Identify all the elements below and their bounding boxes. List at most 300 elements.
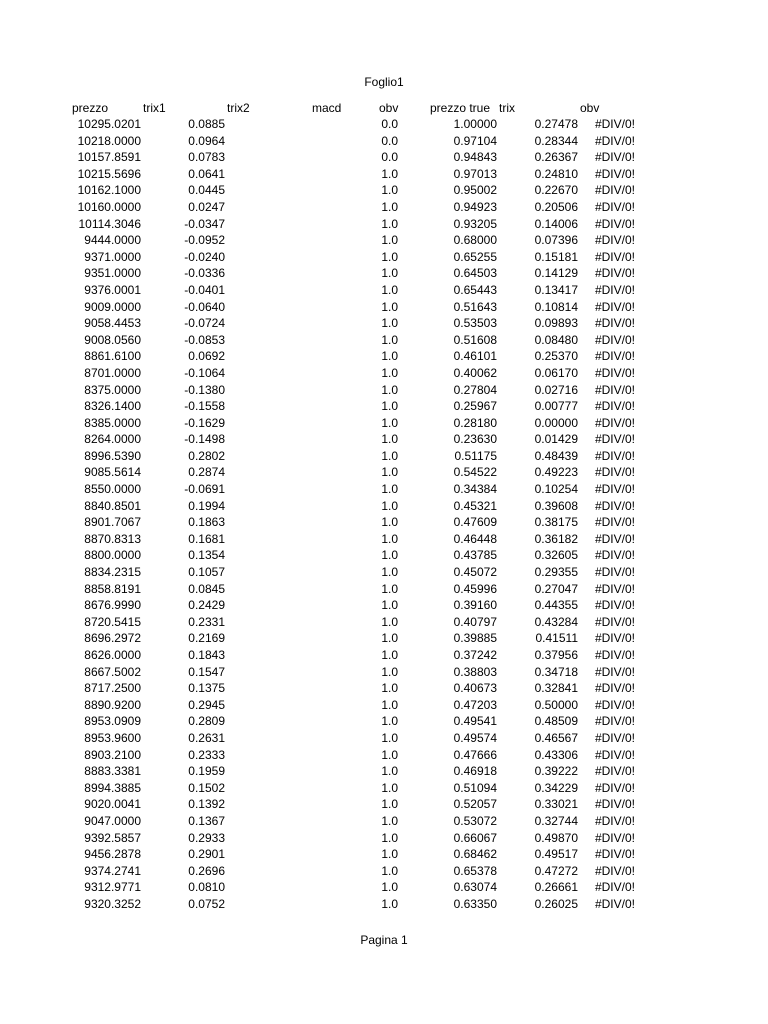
cell-prezzo-true: 0.68462	[453, 847, 497, 862]
cell-prezzo: 9047.0000	[84, 813, 141, 828]
table-row	[0, 564, 768, 581]
cell-obv-2: #DIV/0!	[594, 797, 635, 812]
table-row	[0, 365, 768, 382]
cell-obv: 1.0	[381, 282, 398, 297]
cell-obv: 1.0	[381, 365, 398, 380]
cell-trix1: 0.1057	[188, 565, 225, 580]
cell-trix: 0.02716	[534, 382, 578, 397]
cell-prezzo-true: 0.39160	[453, 598, 497, 613]
cell-trix: 0.39608	[534, 498, 578, 513]
table-row	[0, 614, 768, 631]
table-row	[0, 448, 768, 465]
table-row	[0, 166, 768, 183]
cell-trix: 0.38175	[534, 515, 578, 530]
cell-prezzo-true: 0.28180	[453, 415, 497, 430]
cell-prezzo: 8676.9990	[84, 598, 141, 613]
cell-trix: 0.50000	[534, 697, 578, 712]
cell-prezzo: 8717.2500	[84, 681, 141, 696]
cell-obv: 0.0	[381, 117, 398, 131]
table-row	[0, 216, 768, 233]
cell-obv: 1.0	[381, 896, 398, 911]
cell-obv: 1.0	[381, 183, 398, 198]
cell-prezzo: 9009.0000	[84, 299, 141, 314]
cell-trix: 0.10254	[534, 482, 578, 497]
cell-obv: 1.0	[381, 664, 398, 679]
cell-trix1: -0.0347	[184, 216, 225, 231]
cell-prezzo: 10160.0000	[77, 199, 141, 214]
cell-prezzo-true: 0.65378	[453, 863, 497, 878]
cell-trix: 0.43306	[534, 747, 578, 762]
cell-obv-2: #DIV/0!	[594, 780, 635, 795]
cell-prezzo-true: 0.53503	[453, 316, 497, 331]
cell-trix: 0.37956	[534, 648, 578, 662]
cell-trix1: -0.1629	[184, 415, 225, 430]
header-trix: trix	[499, 101, 515, 115]
cell-prezzo-true: 0.39885	[453, 631, 497, 646]
table-row	[0, 332, 768, 349]
cell-obv: 1.0	[381, 747, 398, 762]
cell-prezzo-true: 0.40797	[453, 614, 497, 629]
cell-obv: 1.0	[381, 830, 398, 845]
table-row	[0, 182, 768, 199]
header-trix2: trix2	[227, 101, 250, 115]
cell-trix1: -0.0640	[184, 299, 225, 314]
cell-obv: 1.0	[381, 764, 398, 779]
cell-obv-2: #DIV/0!	[594, 681, 635, 696]
cell-obv: 1.0	[381, 648, 398, 662]
cell-prezzo-true: 0.45072	[453, 565, 497, 580]
cell-prezzo-true: 0.43785	[453, 548, 497, 563]
cell-trix1: -0.1558	[184, 399, 225, 414]
cell-trix1: 0.0810	[188, 880, 225, 895]
cell-prezzo-true: 0.45996	[453, 581, 497, 596]
cell-prezzo-true: 0.63350	[453, 896, 497, 911]
cell-obv-2: #DIV/0!	[594, 150, 635, 165]
cell-trix1: 0.2631	[188, 730, 225, 745]
cell-obv: 1.0	[381, 631, 398, 646]
cell-trix: 0.26367	[534, 150, 578, 165]
cell-prezzo: 8375.0000	[84, 382, 141, 397]
cell-obv-2: #DIV/0!	[594, 664, 635, 679]
cell-prezzo: 10157.8591	[77, 150, 141, 165]
cell-prezzo: 8901.7067	[84, 515, 141, 530]
cell-prezzo: 9020.0041	[84, 797, 141, 812]
cell-prezzo: 8996.5390	[84, 448, 141, 463]
cell-prezzo: 10162.1000	[77, 183, 141, 198]
cell-trix: 0.26661	[534, 880, 578, 895]
cell-prezzo: 9320.3252	[84, 896, 141, 911]
cell-prezzo: 8385.0000	[84, 415, 141, 430]
cell-trix1: 0.2333	[188, 747, 225, 762]
table-row	[0, 863, 768, 880]
table-row	[0, 249, 768, 266]
cell-obv: 1.0	[381, 399, 398, 414]
header-prezzo-true: prezzo true	[430, 101, 491, 115]
cell-obv-2: #DIV/0!	[594, 714, 635, 729]
cell-obv-2: #DIV/0!	[594, 631, 635, 646]
cell-trix: 0.49870	[534, 830, 578, 845]
cell-prezzo: 8883.3381	[84, 764, 141, 779]
table-row	[0, 415, 768, 432]
table-row	[0, 664, 768, 681]
cell-obv-2: #DIV/0!	[594, 531, 635, 546]
cell-trix: 0.34229	[534, 780, 578, 795]
cell-obv: 1.0	[381, 863, 398, 878]
cell-trix1: -0.1064	[184, 365, 225, 380]
table-row	[0, 547, 768, 564]
cell-trix: 0.00777	[534, 399, 578, 414]
cell-trix1: 0.0247	[188, 199, 225, 214]
table-row	[0, 315, 768, 332]
cell-trix1: -0.1498	[184, 432, 225, 447]
cell-prezzo-true: 0.47609	[453, 515, 497, 530]
cell-obv-2: #DIV/0!	[594, 498, 635, 513]
cell-prezzo: 8953.9600	[84, 730, 141, 745]
cell-obv-2: #DIV/0!	[594, 648, 635, 662]
cell-trix: 0.48439	[534, 448, 578, 463]
table-row	[0, 680, 768, 697]
cell-obv: 1.0	[381, 681, 398, 696]
cell-trix: 0.34718	[534, 664, 578, 679]
cell-trix1: -0.1380	[184, 382, 225, 397]
cell-trix1: 0.0783	[188, 150, 225, 165]
cell-trix1: 0.2874	[188, 465, 225, 480]
table-row	[0, 747, 768, 764]
cell-trix1: 0.0845	[188, 581, 225, 596]
cell-trix1: -0.0691	[184, 482, 225, 497]
cell-prezzo: 8858.8191	[84, 581, 141, 596]
cell-trix1: -0.0952	[184, 233, 225, 248]
table-row	[0, 382, 768, 399]
cell-obv-2: #DIV/0!	[594, 465, 635, 480]
cell-obv-2: #DIV/0!	[594, 747, 635, 762]
cell-prezzo-true: 0.40673	[453, 681, 497, 696]
cell-obv-2: #DIV/0!	[594, 166, 635, 181]
cell-obv: 1.0	[381, 598, 398, 613]
cell-trix1: 0.2331	[188, 614, 225, 629]
cell-prezzo-true: 1.00000	[453, 117, 497, 131]
cell-obv: 1.0	[381, 565, 398, 580]
cell-trix1: 0.1502	[188, 780, 225, 795]
cell-prezzo-true: 0.45321	[453, 498, 497, 513]
cell-prezzo: 8994.3885	[84, 780, 141, 795]
cell-trix: 0.25370	[534, 349, 578, 364]
header-row	[0, 100, 768, 116]
cell-trix: 0.08480	[534, 332, 578, 347]
cell-obv-2: #DIV/0!	[594, 764, 635, 779]
cell-obv: 1.0	[381, 432, 398, 447]
cell-obv-2: #DIV/0!	[594, 515, 635, 530]
cell-trix1: -0.0401	[184, 282, 225, 297]
cell-prezzo: 8861.6100	[84, 349, 141, 364]
cell-prezzo-true: 0.37242	[453, 648, 497, 662]
cell-prezzo-true: 0.51094	[453, 780, 497, 795]
cell-obv: 1.0	[381, 797, 398, 812]
cell-prezzo: 9374.2741	[84, 863, 141, 878]
cell-obv-2: #DIV/0!	[594, 598, 635, 613]
cell-obv-2: #DIV/0!	[594, 183, 635, 198]
cell-prezzo: 10215.5696	[77, 166, 141, 181]
cell-obv-2: #DIV/0!	[594, 199, 635, 214]
cell-obv-2: #DIV/0!	[594, 133, 635, 148]
cell-prezzo: 8903.2100	[84, 747, 141, 762]
cell-prezzo-true: 0.49541	[453, 714, 497, 729]
cell-obv-2: #DIV/0!	[594, 863, 635, 878]
cell-trix1: 0.1843	[188, 648, 225, 662]
cell-obv: 1.0	[381, 581, 398, 596]
cell-obv-2: #DIV/0!	[594, 581, 635, 596]
table-row	[0, 464, 768, 481]
cell-obv-2: #DIV/0!	[594, 830, 635, 845]
cell-prezzo-true: 0.64503	[453, 266, 497, 281]
cell-trix: 0.22670	[534, 183, 578, 198]
cell-prezzo-true: 0.94923	[453, 199, 497, 214]
cell-prezzo: 10218.0000	[77, 133, 141, 148]
cell-obv-2: #DIV/0!	[594, 880, 635, 895]
cell-obv-2: #DIV/0!	[594, 813, 635, 828]
cell-trix1: -0.0336	[184, 266, 225, 281]
cell-obv: 1.0	[381, 548, 398, 563]
cell-obv-2: #DIV/0!	[594, 299, 635, 314]
cell-prezzo: 8701.0000	[84, 365, 141, 380]
cell-trix1: 0.1863	[188, 515, 225, 530]
cell-prezzo: 8800.0000	[84, 548, 141, 563]
cell-trix: 0.46567	[534, 730, 578, 745]
header-obv: obv	[379, 101, 399, 115]
cell-obv-2: #DIV/0!	[594, 282, 635, 297]
cell-trix1: 0.1547	[188, 664, 225, 679]
cell-prezzo: 8720.5415	[84, 614, 141, 629]
table-row	[0, 481, 768, 498]
cell-trix: 0.36182	[534, 531, 578, 546]
cell-trix1: 0.0641	[188, 166, 225, 181]
cell-trix1: 0.2933	[188, 830, 225, 845]
cell-trix: 0.20506	[534, 199, 578, 214]
header-trix1: trix1	[143, 101, 166, 115]
cell-obv: 1.0	[381, 847, 398, 862]
cell-prezzo: 10295.0201	[77, 117, 141, 131]
cell-trix1: -0.0240	[184, 249, 225, 264]
cell-trix: 0.24810	[534, 166, 578, 181]
cell-prezzo-true: 0.46448	[453, 531, 497, 546]
cell-obv: 1.0	[381, 697, 398, 712]
cell-obv: 1.0	[381, 233, 398, 248]
cell-trix: 0.28344	[534, 133, 578, 148]
cell-prezzo-true: 0.53072	[453, 813, 497, 828]
cell-trix: 0.41511	[535, 631, 578, 646]
table-row	[0, 730, 768, 747]
cell-prezzo-true: 0.63074	[453, 880, 497, 895]
table-row	[0, 514, 768, 531]
cell-prezzo: 9351.0000	[84, 266, 141, 281]
cell-prezzo-true: 0.66067	[453, 830, 497, 845]
cell-obv: 1.0	[381, 531, 398, 546]
cell-trix: 0.01429	[534, 432, 578, 447]
cell-prezzo: 9376.0001	[84, 282, 141, 297]
cell-obv: 1.0	[381, 266, 398, 281]
cell-obv-2: #DIV/0!	[594, 730, 635, 745]
cell-trix: 0.32841	[534, 681, 578, 696]
cell-obv: 1.0	[381, 415, 398, 430]
cell-obv-2: #DIV/0!	[594, 565, 635, 580]
cell-trix: 0.49223	[534, 465, 578, 480]
cell-obv: 1.0	[381, 299, 398, 314]
cell-trix: 0.39222	[534, 764, 578, 779]
table-row	[0, 265, 768, 282]
table-row	[0, 846, 768, 863]
cell-prezzo: 8890.9200	[84, 697, 141, 712]
table-row	[0, 796, 768, 813]
header-macd: macd	[312, 101, 342, 115]
table-row	[0, 647, 768, 664]
table-row	[0, 133, 768, 150]
cell-trix1: 0.0964	[188, 133, 225, 148]
cell-prezzo: 8550.0000	[84, 482, 141, 497]
cell-obv: 1.0	[381, 714, 398, 729]
cell-obv: 1.0	[381, 482, 398, 497]
table-row	[0, 830, 768, 847]
table-row	[0, 763, 768, 780]
cell-obv-2: #DIV/0!	[594, 316, 635, 331]
cell-obv-2: #DIV/0!	[594, 548, 635, 563]
cell-prezzo-true: 0.52057	[453, 797, 497, 812]
cell-trix1: 0.1681	[188, 531, 225, 546]
table-body	[0, 116, 768, 913]
cell-obv: 1.0	[381, 349, 398, 364]
cell-trix1: 0.2696	[188, 863, 225, 878]
cell-obv: 1.0	[381, 199, 398, 214]
cell-trix1: 0.2901	[188, 847, 225, 862]
table-row	[0, 116, 768, 133]
cell-prezzo-true: 0.27804	[453, 382, 497, 397]
cell-prezzo-true: 0.68000	[453, 233, 497, 248]
cell-obv: 1.0	[381, 730, 398, 745]
cell-prezzo-true: 0.46918	[453, 764, 497, 779]
cell-trix1: 0.1994	[188, 498, 225, 513]
cell-prezzo: 9392.5857	[84, 830, 141, 845]
cell-prezzo-true: 0.47666	[453, 747, 497, 762]
cell-prezzo: 8264.0000	[84, 432, 141, 447]
cell-trix: 0.13417	[534, 282, 578, 297]
cell-prezzo-true: 0.38803	[453, 664, 497, 679]
cell-prezzo: 9456.2878	[84, 847, 141, 862]
cell-obv-2: #DIV/0!	[594, 365, 635, 380]
header-prezzo: prezzo	[72, 101, 109, 115]
table-row	[0, 398, 768, 415]
cell-obv-2: #DIV/0!	[594, 896, 635, 911]
cell-prezzo: 9312.9771	[84, 880, 141, 895]
cell-obv: 1.0	[381, 813, 398, 828]
cell-obv: 1.0	[381, 880, 398, 895]
cell-obv-2: #DIV/0!	[594, 233, 635, 248]
spreadsheet-table	[0, 100, 768, 913]
table-row	[0, 813, 768, 830]
cell-trix1: 0.0445	[188, 183, 225, 198]
cell-trix1: 0.1367	[188, 813, 225, 828]
table-row	[0, 498, 768, 515]
table-row	[0, 199, 768, 216]
cell-prezzo-true: 0.23630	[453, 432, 497, 447]
cell-trix1: -0.0853	[184, 332, 225, 347]
cell-prezzo: 8667.5002	[84, 664, 141, 679]
cell-obv: 1.0	[381, 780, 398, 795]
cell-prezzo: 8626.0000	[84, 648, 141, 662]
cell-prezzo: 8326.1400	[84, 399, 141, 414]
table-row	[0, 149, 768, 166]
cell-trix1: 0.2169	[188, 631, 225, 646]
cell-prezzo-true: 0.51175	[454, 448, 497, 463]
cell-obv: 1.0	[381, 448, 398, 463]
cell-trix: 0.29355	[534, 565, 578, 580]
cell-obv: 1.0	[381, 316, 398, 331]
cell-prezzo: 8834.2315	[84, 565, 141, 580]
cell-trix: 0.49517	[534, 847, 578, 862]
table-row	[0, 431, 768, 448]
cell-trix: 0.47272	[534, 863, 578, 878]
cell-obv: 1.0	[381, 216, 398, 231]
cell-trix: 0.43284	[534, 614, 578, 629]
cell-obv-2: #DIV/0!	[594, 349, 635, 364]
cell-trix: 0.00000	[534, 415, 578, 430]
cell-prezzo: 8840.8501	[84, 498, 141, 513]
table-row	[0, 697, 768, 714]
cell-trix: 0.48509	[534, 714, 578, 729]
table-row	[0, 299, 768, 316]
cell-trix: 0.26025	[534, 896, 578, 911]
cell-trix: 0.27478	[534, 117, 578, 131]
cell-trix1: 0.2802	[188, 448, 225, 463]
cell-trix: 0.09893	[534, 316, 578, 331]
cell-obv: 0.0	[381, 133, 398, 148]
cell-obv: 1.0	[381, 465, 398, 480]
cell-obv-2: #DIV/0!	[594, 249, 635, 264]
cell-obv-2: #DIV/0!	[594, 415, 635, 430]
cell-trix1: 0.0752	[188, 896, 225, 911]
cell-prezzo: 8870.8313	[84, 531, 141, 546]
cell-obv-2: #DIV/0!	[594, 697, 635, 712]
cell-prezzo-true: 0.51608	[453, 332, 497, 347]
table-row	[0, 597, 768, 614]
cell-prezzo-true: 0.25967	[453, 399, 497, 414]
table-row	[0, 282, 768, 299]
cell-obv-2: #DIV/0!	[594, 448, 635, 463]
cell-trix: 0.33021	[534, 797, 578, 812]
header-obv-2: obv	[580, 101, 600, 115]
cell-trix: 0.14006	[534, 216, 578, 231]
cell-obv-2: #DIV/0!	[594, 399, 635, 414]
cell-prezzo: 9371.0000	[84, 249, 141, 264]
cell-prezzo-true: 0.65255	[453, 249, 497, 264]
cell-prezzo: 9058.4453	[84, 316, 141, 331]
cell-prezzo-true: 0.65443	[453, 282, 497, 297]
cell-trix: 0.06170	[534, 365, 578, 380]
cell-obv: 1.0	[381, 614, 398, 629]
cell-prezzo: 9008.0560	[84, 332, 141, 347]
cell-prezzo-true: 0.51643	[453, 299, 497, 314]
cell-trix1: 0.2809	[188, 714, 225, 729]
cell-trix: 0.32605	[534, 548, 578, 563]
table-row	[0, 780, 768, 797]
cell-obv-2: #DIV/0!	[594, 847, 635, 862]
cell-trix1: -0.0724	[184, 316, 225, 331]
cell-obv-2: #DIV/0!	[594, 216, 635, 231]
cell-trix: 0.07396	[534, 233, 578, 248]
cell-obv-2: #DIV/0!	[594, 266, 635, 281]
cell-prezzo-true: 0.97013	[453, 166, 497, 181]
cell-obv: 1.0	[381, 332, 398, 347]
cell-obv: 1.0	[381, 498, 398, 513]
table-row	[0, 232, 768, 249]
